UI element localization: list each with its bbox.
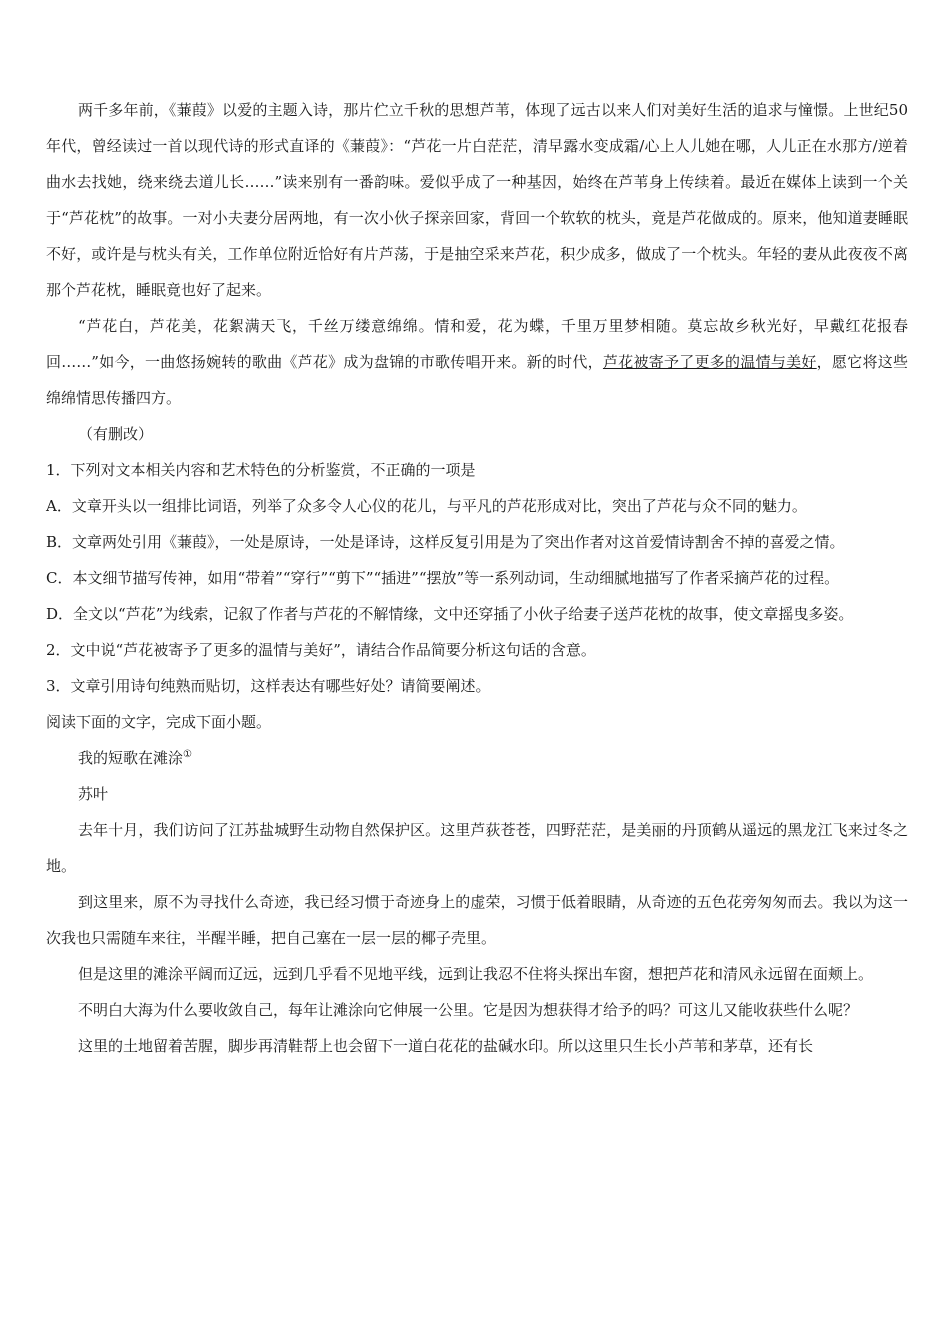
option-a: A．文章开头以一组排比词语，列举了众多令人心仪的花儿，与平凡的芦花形成对比，突出了芦花与众不同的魅力。 <box>46 497 807 515</box>
document-page <box>46 92 908 1064</box>
option-d: D．全文以“芦花”为线索，记叙了作者与芦花的不解情缘，文中还穿插了小伙子给妻子送芦花枕的故事，使文章摇曳多姿。 <box>46 605 854 623</box>
passage2-title-text: 我的短歌在滩涂 <box>78 749 184 767</box>
passage1-paragraph-2-start: “芦花白，芦花美，花絮满天飞，千丝万缕意绵绵。情和爱，花为蝶，千里万里梦相随。莫忘故乡秋光好，早戴红花报春回……”如今，一曲悠扬婉转的歌曲《芦花》成为盘锦的市歌传唱开来。新的时代， <box>46 317 908 371</box>
question-1: 1．下列对文本相关内容和艺术特色的分析鉴赏，不正确的一项是 <box>46 461 476 479</box>
passage2-paragraph-3: 但是这里的滩涂平阔而辽远，远到几乎看不见地平线，远到让我忍不住将头探出车窗，想把芦花和清风永远留在面颊上。 <box>78 965 874 983</box>
question-3: 3．文章引用诗句纯熟而贴切，这样表达有哪些好处？请简要阐述。 <box>46 677 491 695</box>
passage1-paragraph-2 <box>46 308 908 416</box>
passage2-title <box>46 740 908 776</box>
reading-instruction: 阅读下面的文字，完成下面小题。 <box>46 713 272 731</box>
passage1-paragraph-1: 两千多年前，《蒹葭》以爱的主题入诗，那片伫立千秋的思想芦苇，体现了远古以来人们对美好生活的追求与憧憬。上世纪50年代，曾经读过一首以现代诗的形式直译的《蒹葭》：“芦花一片白茫茫，清早露水变成霜/心上人儿她在哪，人儿正在水那方/逆着曲水去找她，绕来绕去道儿长……”读来别有一番韵味。爱似乎成了一种基因，始终在芦苇身上传续着。最近在媒体上读到一个关于“芦花枕”的故事。一对小夫妻分居两地，有一次小伙子探亲回家，背回一个软软的枕头，竟是芦花做成的。原来，他知道妻睡眠不好，或许是与枕头有关，工作单位附近恰好有片芦荡，于是抽空采来芦花，积少成多，做成了一个枕头。年轻的妻从此夜夜不离那个芦花枕，睡眠竟也好了起来。 <box>46 101 908 299</box>
passage2-paragraph-1: 去年十月，我们访问了江苏盐城野生动物自然保护区。这里芦荻苍苍，四野茫茫，是美丽的丹顶鹤从遥远的黑龙江飞来过冬之地。 <box>46 821 908 875</box>
passage1-paragraph-2-end: ，愿它将这些绵绵情思传播四方。 <box>46 353 908 407</box>
option-b: B．文章两处引用《蒹葭》，一处是原诗，一处是译诗，这样反复引用是为了突出作者对这首爱情诗割舍不掉的喜爱之情。 <box>46 533 845 551</box>
footnote-mark: ① <box>183 749 192 760</box>
passage2-paragraph-2: 到这里来，原不为寻找什么奇迹，我已经习惯于奇迹身上的虚荣，习惯于低着眼睛，从奇迹的五色花旁匆匆而去。我以为这一次我也只需随车来往，半醒半睡，把自己塞在一层一层的椰子壳里。 <box>46 893 908 947</box>
question-2: 2．文中说“芦花被寄予了更多的温情与美好”，请结合作品简要分析这句话的含意。 <box>46 641 596 659</box>
passage2-paragraph-5: 这里的土地留着苦腥，脚步再清鞋帮上也会留下一道白花花的盐碱水印。所以这里只生长小芦苇和茅草，还有长 <box>78 1037 814 1055</box>
edit-note: （有删改） <box>78 425 154 443</box>
passage2-paragraph-4: 不明白大海为什么要收敛自己，每年让滩涂向它伸展一公里。它是因为想获得才给予的吗？可这儿又能收获些什么呢？ <box>78 1001 859 1019</box>
option-c: C．本文细节描写传神，如用“带着”“穿行”“剪下”“插进”“摆放”等一系列动词，生动细腻地描写了作者采摘芦花的过程。 <box>46 569 840 587</box>
underlined-sentence: 芦花被寄予了更多的温情与美好 <box>602 353 817 371</box>
passage2-author: 苏叶 <box>78 785 109 803</box>
